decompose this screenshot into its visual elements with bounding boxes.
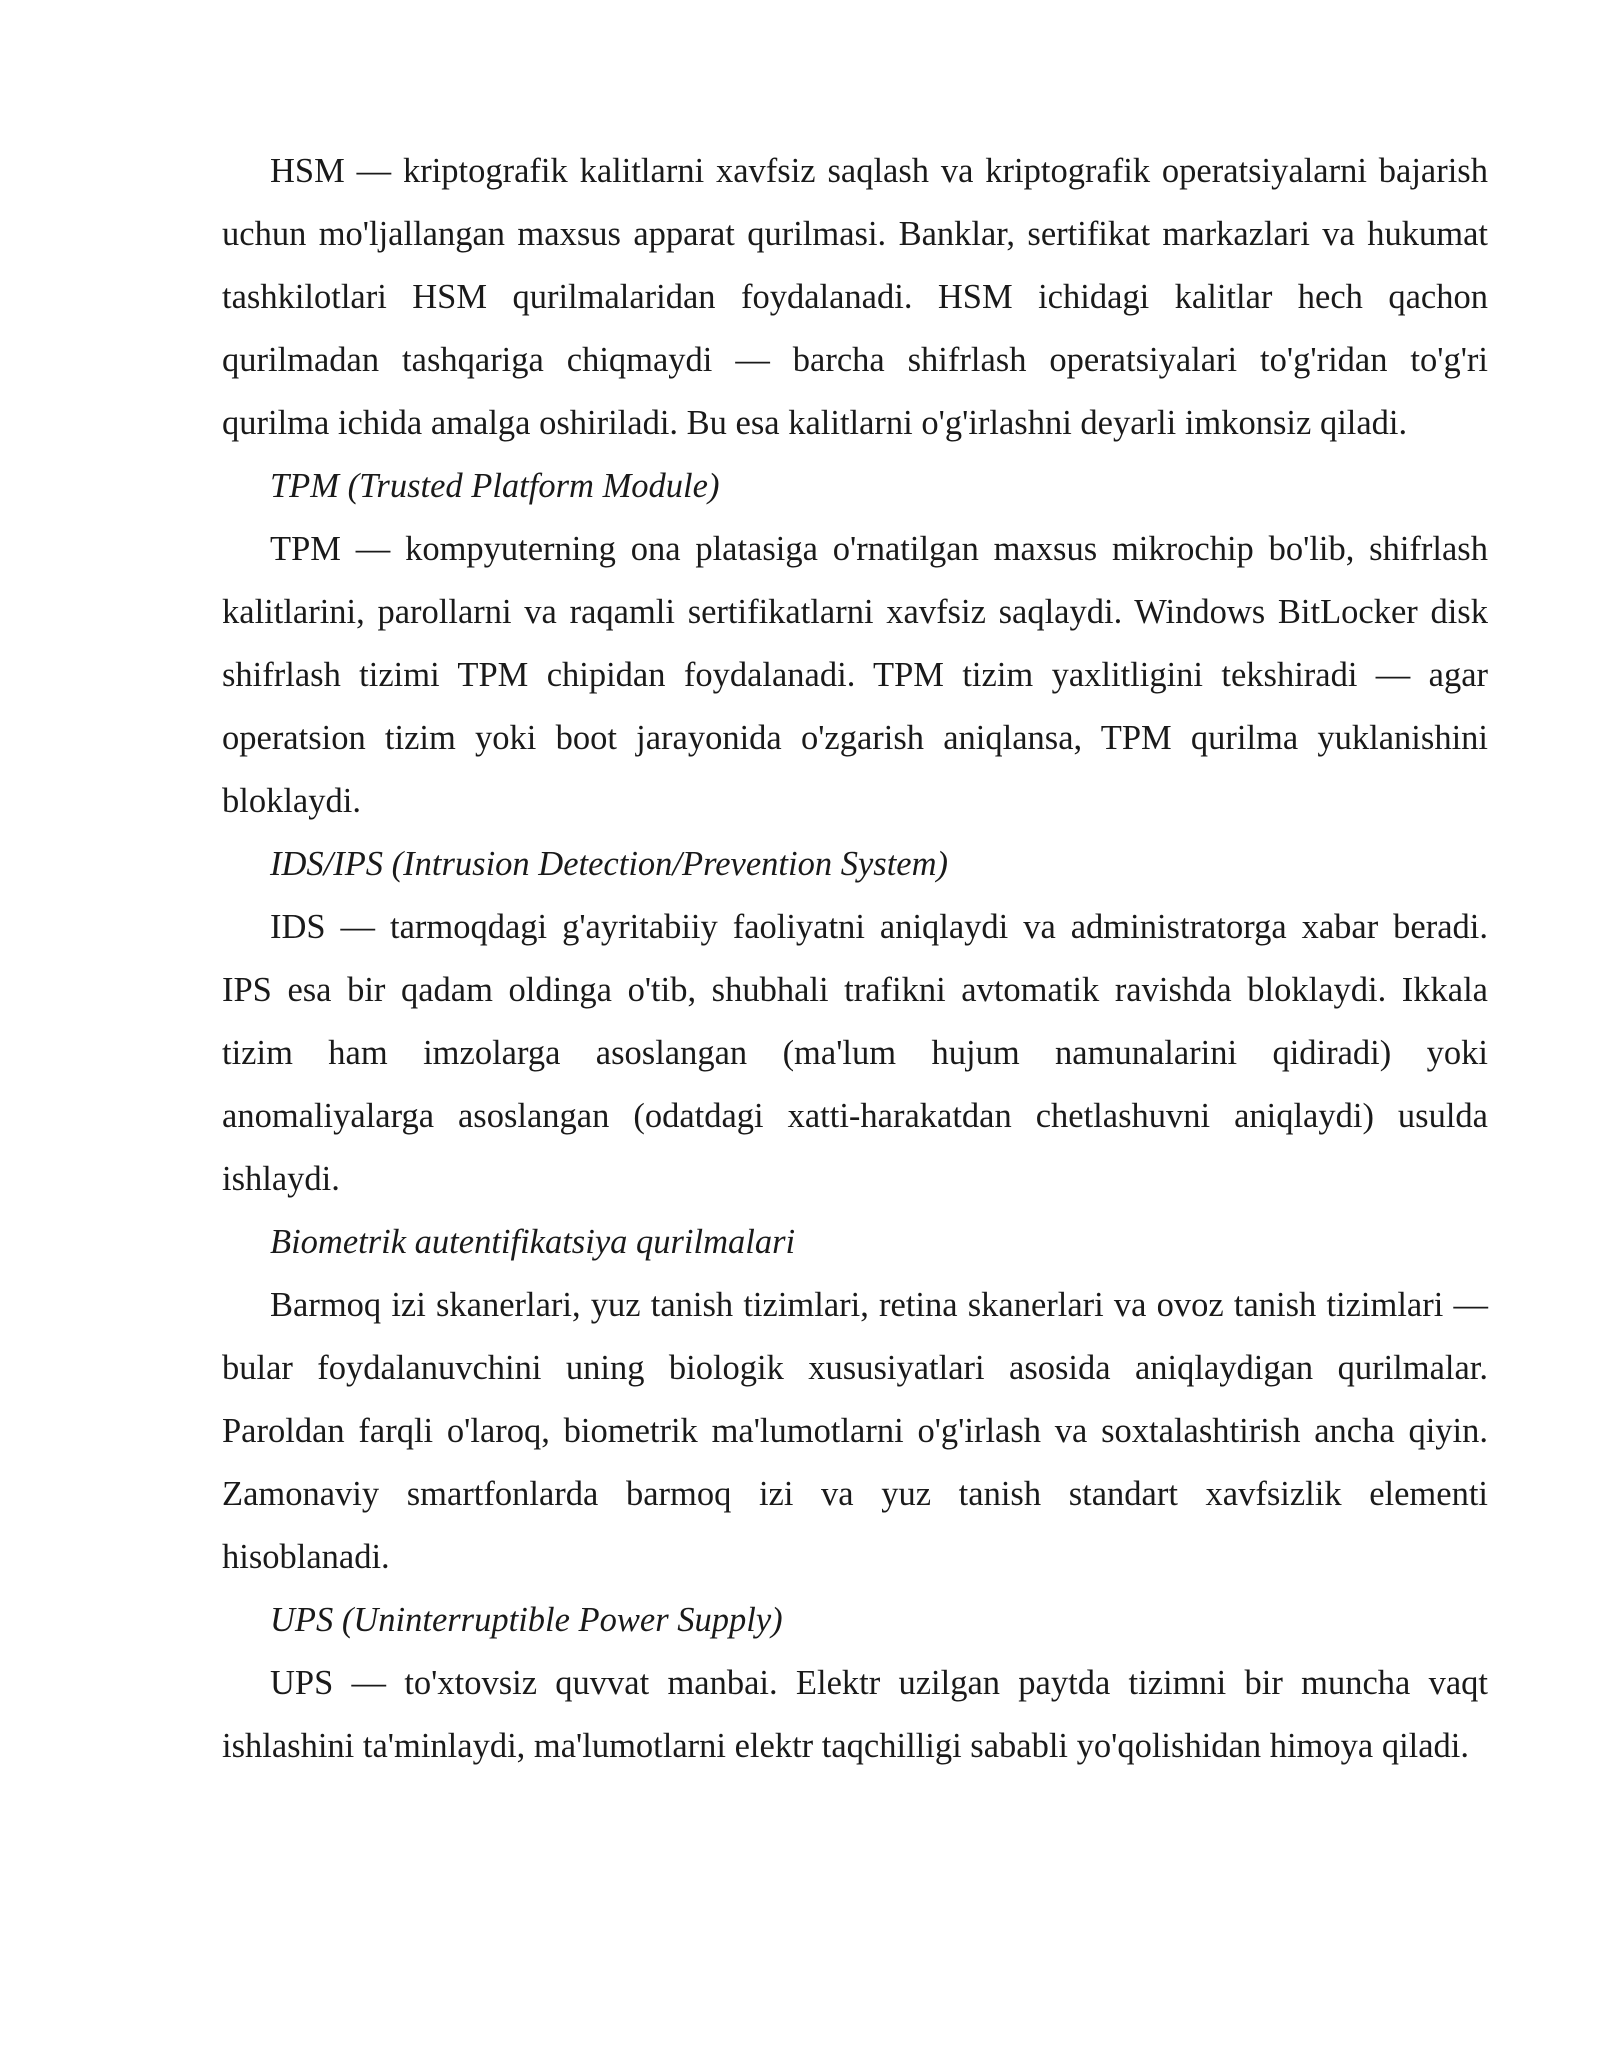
heading-biometric: Biometrik autentifikatsiya qurilmalari (270, 1223, 796, 1261)
heading-ups: UPS (Uninterruptible Power Supply) (270, 1601, 783, 1639)
paragraph-ids-ips: IDS — tarmoqdagi g'ayritabiiy faoliyatni aniqlaydi va administratorga xabar beradi. IPS esa bir qadam oldinga o'tib, shubhali trafikni avtomatik ravishda bloklaydi. Ikkala tizim ham imzolarga asoslangan (ma'lum hujum namunalarini qidiradi) yoki anomaliyalarga asoslangan (odatdagi xatti-harakatdan chetlashuvni aniqlaydi) usulda ishlaydi. (222, 908, 1488, 1198)
paragraph-hsm: HSM — kriptografik kalitlarni xavfsiz saqlash va kriptografik operatsiyalarni bajarish uchun mo'ljallangan maxsus apparat qurilmasi. Banklar, sertifikat markazlari va hukumat tashkilotlari HSM qurilmalaridan foydalanadi. HSM ichidagi kalitlar hech qachon qurilmadan tashqariga chiqmaydi — barcha shifrlash operatsiyalari to'g'ridan to'g'ri qurilma ichida amalga oshiriladi. Bu esa kalitlarni o'g'irlashni deyarli imkonsiz qiladi. (222, 152, 1488, 442)
paragraph-biometric: Barmoq izi skanerlari, yuz tanish tizimlari, retina skanerlari va ovoz tanish tizimlari — bular foydalanuvchini uning biologik xususiyatlari asosida aniqlaydigan qurilmalar. Paroldan farqli o'laroq, biometrik ma'lumotlarni o'g'irlash va soxtalashtirish ancha qiyin. Zamonaviy smartfonlarda barmoq izi va yuz tanish standart xavfsizlik elementi hisoblanadi. (222, 1286, 1488, 1576)
paragraph-ups: UPS — to'xtovsiz quvvat manbai. Elektr uzilgan paytda tizimni bir muncha vaqt ishlashini ta'minlaydi, ma'lumotlarni elektr taqchilligi sababli yo'qolishidan himoya qiladi. (222, 1664, 1488, 1765)
heading-tpm: TPM (Trusted Platform Module) (270, 467, 720, 505)
document-body (222, 140, 1488, 1778)
heading-ids-ips: IDS/IPS (Intrusion Detection/Prevention System) (270, 845, 948, 883)
paragraph-tpm: TPM — kompyuterning ona platasiga o'rnatilgan maxsus mikrochip bo'lib, shifrlash kalitlarini, parollarni va raqamli sertifikatlarni xavfsiz saqlaydi. Windows BitLocker disk shifrlash tizimi TPM chipidan foydalanadi. TPM tizim yaxlitligini tekshiradi — agar operatsion tizim yoki boot jarayonida o'zgarish aniqlansa, TPM qurilma yuklanishini bloklaydi. (222, 530, 1488, 820)
